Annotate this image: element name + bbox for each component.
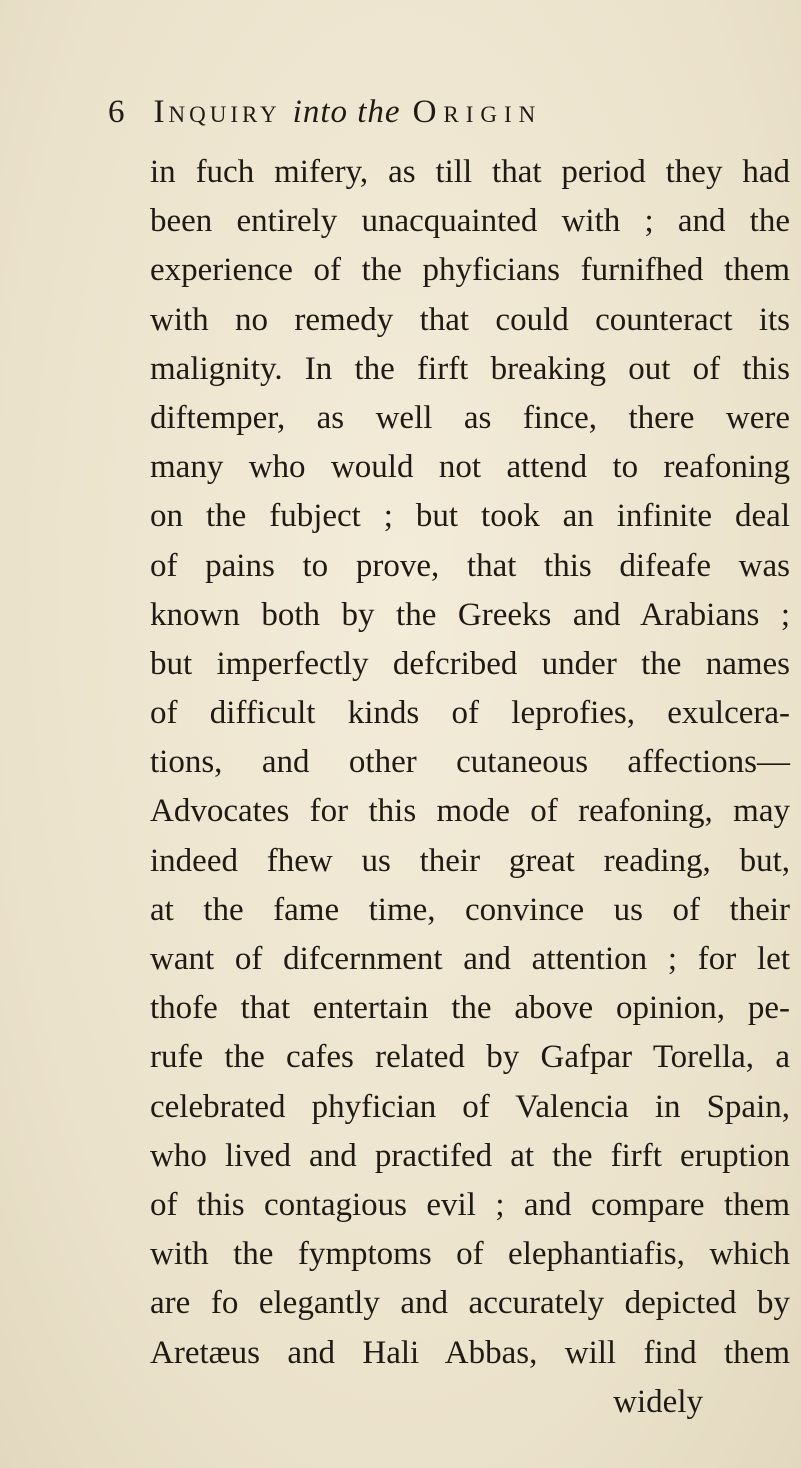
text-line: at the fame time, convince us of their <box>150 891 790 928</box>
text-line: want of difcernment and attention ; for let <box>150 941 790 977</box>
running-head-italic: into the <box>292 94 401 130</box>
text-line: Aretæus and Hali Abbas, will find them <box>150 1334 790 1371</box>
text-line: with the fymptoms of elephantiafis, which <box>150 1236 790 1273</box>
text-line: tions, and other cutaneous affections— <box>150 744 790 781</box>
text-line: of this contagious evil ; and compare them <box>150 1186 790 1223</box>
running-head-word-inquiry: Inquiry <box>153 94 281 130</box>
catchword: widely <box>613 1383 703 1420</box>
text-line: indeed fhew us their great reading, but, <box>150 842 790 879</box>
text-line: of pains to prove, that this difeafe was <box>150 547 790 584</box>
text-line: many who would not attend to reafoning <box>150 449 790 486</box>
running-head-word-origin: Origin <box>412 94 543 130</box>
text-line: malignity. In the firft breaking out of this <box>150 350 790 387</box>
text-line: diftemper, as well as fince, there were <box>150 399 790 436</box>
text-line: who lived and practifed at the firft eruption <box>150 1137 790 1174</box>
text-line: but imperfectly defcribed under the names <box>150 645 790 682</box>
text-line: been entirely unacquainted with ; and the <box>150 203 790 240</box>
text-line: are fo elegantly and accurately depicted by <box>150 1285 790 1322</box>
running-head <box>108 94 728 134</box>
text-line: with no remedy that could counteract its <box>150 301 790 338</box>
text-line: Advocates for this mode of reafoning, may <box>150 793 790 830</box>
text-line: thofe that entertain the above opinion, pe- <box>150 990 790 1027</box>
text-line: experience of the phyficians furnifhed them <box>150 252 790 289</box>
page-number: 6 <box>108 94 126 130</box>
text-line: known both by the Greeks and Arabians ; <box>150 596 790 633</box>
text-line: rufe the cafes related by Gafpar Torella, a <box>150 1039 790 1076</box>
text-line: on the fubject ; but took an infinite deal <box>150 498 790 535</box>
body-text <box>150 148 790 1427</box>
text-line: of difficult kinds of leprofies, exulcera- <box>150 695 790 732</box>
text-line: in fuch mifery, as till that period they had <box>150 154 790 190</box>
text-line: celebrated phyfician of Valencia in Spain, <box>150 1088 790 1125</box>
